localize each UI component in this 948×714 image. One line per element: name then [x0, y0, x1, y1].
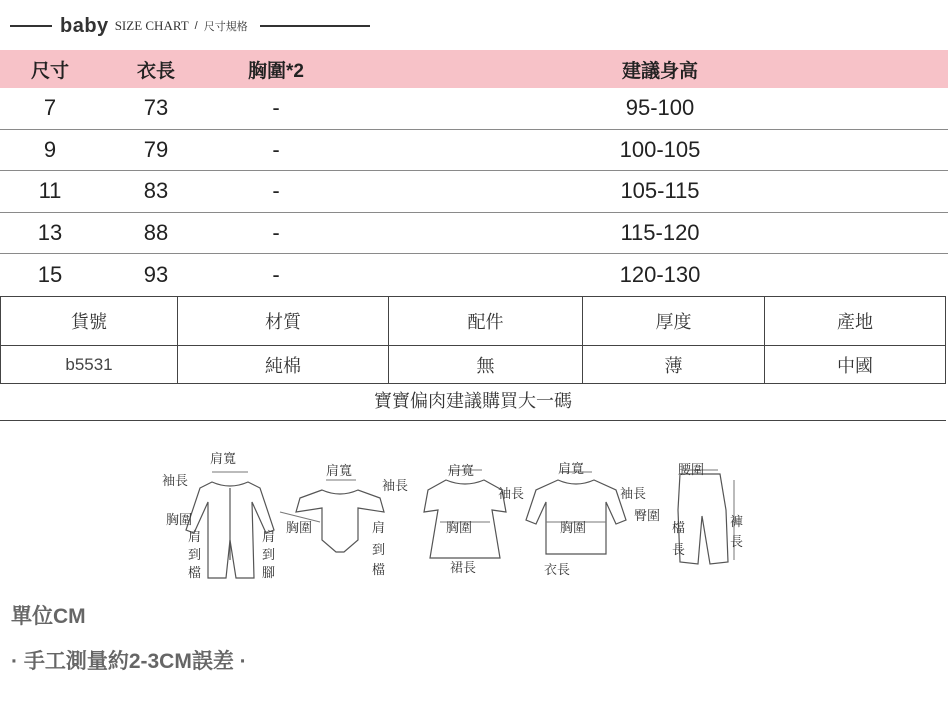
title-slash: /: [194, 20, 198, 32]
label-shoulder-foot-2: 到: [262, 548, 276, 563]
label-bodysuit-shoulder-width: 肩寬: [326, 464, 353, 479]
title-line-left: [10, 25, 52, 27]
label-shirt-shoulder-width: 肩寬: [558, 462, 585, 477]
cell-height: 120-130: [619, 261, 701, 287]
size-advice-note: 寶寶偏肉建議購買大一碼: [0, 383, 946, 421]
cell-chest: -: [272, 136, 280, 162]
cell-chest: -: [272, 95, 280, 121]
label-crotch-length-1: 檔: [672, 521, 686, 536]
cell-size: 13: [37, 219, 63, 245]
info-header-thickness: 厚度: [583, 297, 765, 346]
label-shoulder-crotch-3: 檔: [188, 566, 202, 581]
label-dress-chest: 胸圍: [446, 521, 473, 536]
title-baby: baby: [60, 14, 109, 37]
title-size-chart: SIZE CHART: [114, 18, 189, 33]
chart-title: [10, 12, 370, 40]
measurement-diagrams: [150, 440, 770, 590]
label-bodysuit-chest: 胸圍: [286, 521, 313, 536]
cell-height: 100-105: [619, 136, 701, 162]
cell-length: 93: [143, 261, 169, 287]
table-row: [0, 88, 948, 130]
label-dress-sleeve-length: 袖長: [498, 487, 525, 502]
cell-chest: -: [272, 261, 280, 287]
diagram-labels: [162, 452, 743, 581]
cell-length: 79: [143, 136, 169, 162]
cell-chest: -: [272, 219, 280, 245]
label-shoulder-foot-1: 肩: [262, 530, 276, 545]
info-value-thickness: 薄: [583, 346, 765, 384]
info-value-material: 純棉: [178, 346, 389, 384]
label-dress-shoulder-width: 肩寬: [448, 464, 475, 479]
title-size-zh: 尺寸規格: [203, 21, 248, 33]
label-bodysuit-shoulder-crotch-1: 肩: [372, 521, 386, 536]
col-height: 建議身高: [621, 60, 698, 82]
table-row: [0, 254, 948, 296]
cell-size: 11: [38, 178, 62, 204]
label-bodysuit-shoulder-crotch-3: 檔: [372, 563, 386, 578]
table-row: [0, 213, 948, 255]
cell-size: 15: [37, 261, 63, 287]
label-shoulder-crotch-2: 到: [188, 548, 202, 563]
info-header-material: 材質: [178, 297, 389, 346]
info-header-accessory: 配件: [389, 297, 583, 346]
label-hip: 臀圍: [634, 509, 661, 524]
col-length: 衣長: [136, 60, 175, 82]
info-header-sku: 貨號: [1, 297, 178, 346]
cell-height: 95-100: [625, 95, 695, 121]
cell-length: 88: [143, 219, 169, 245]
label-waist: 腰圍: [678, 463, 705, 478]
label-skirt-length: 裙長: [450, 561, 477, 576]
label-shirt-sleeve-length: 袖長: [620, 487, 647, 502]
label-bodysuit-sleeve-length: 袖長: [382, 479, 409, 494]
cell-size: 9: [43, 136, 57, 162]
info-value-sku: b5531: [1, 346, 178, 384]
size-table-header: [0, 50, 948, 88]
label-shoulder-crotch-1: 肩: [188, 530, 202, 545]
table-row: [0, 130, 948, 172]
info-value-accessory: 無: [389, 346, 583, 384]
label-pants-length-1: 褲: [730, 515, 744, 530]
measurement-error-note: · 手工測量約2-3CM誤差 ·: [11, 650, 247, 673]
col-chest: 胸圍*2: [248, 60, 304, 82]
cell-length: 83: [143, 178, 169, 204]
product-info-table: [0, 296, 946, 384]
cell-height: 115-120: [620, 219, 700, 245]
label-shirt-chest: 胸圍: [560, 521, 587, 536]
unit-label: 單位CM: [11, 605, 86, 628]
col-size: 尺寸: [30, 60, 69, 82]
label-chest: 胸圍: [166, 513, 193, 528]
label-shoulder-width: 肩寬: [210, 452, 237, 467]
label-pants-length-2: 長: [730, 535, 744, 550]
size-table: [0, 50, 948, 296]
info-value-row: [1, 346, 946, 384]
label-garment-length: 衣長: [544, 563, 571, 578]
table-row: [0, 171, 948, 213]
cell-height: 105-115: [620, 178, 700, 204]
label-sleeve-length: 袖長: [162, 474, 189, 489]
cell-size: 7: [43, 95, 57, 121]
info-value-origin: 中國: [765, 346, 946, 384]
label-bodysuit-shoulder-crotch-2: 到: [372, 543, 386, 558]
cell-chest: -: [272, 178, 280, 204]
title-line-right: [260, 25, 370, 27]
info-header-origin: 產地: [765, 297, 946, 346]
label-shoulder-foot-3: 腳: [262, 566, 276, 581]
cell-length: 73: [143, 95, 169, 121]
info-header-row: [1, 297, 946, 346]
label-crotch-length-2: 長: [672, 543, 686, 558]
